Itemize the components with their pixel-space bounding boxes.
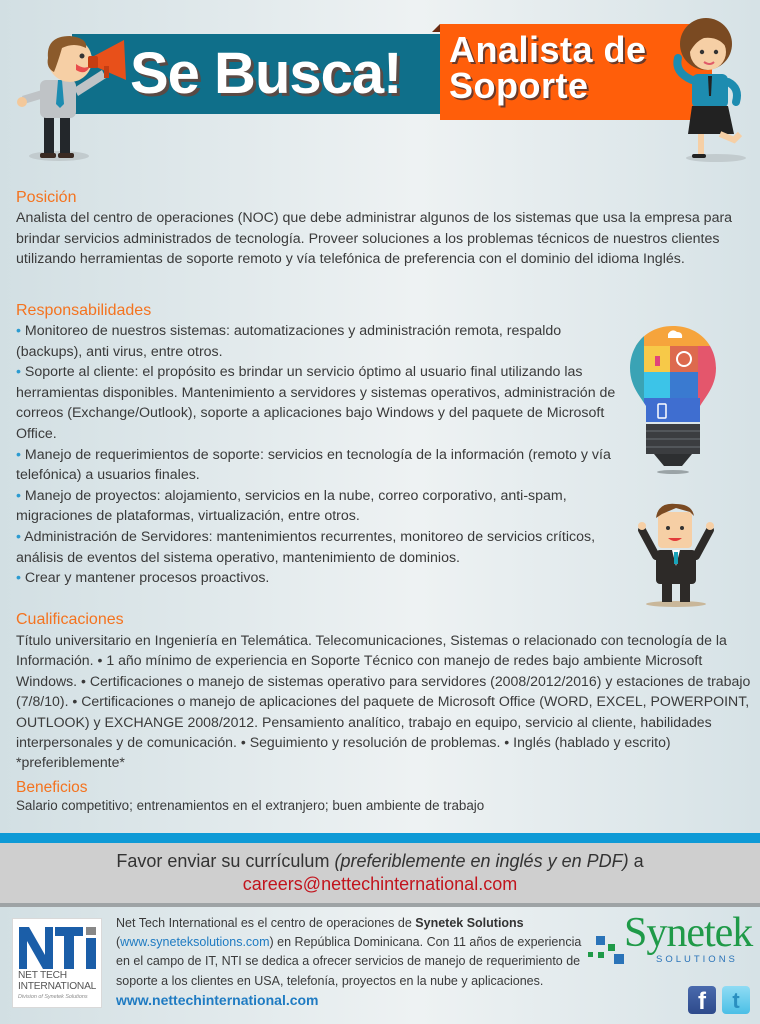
woman-illustration: [664, 16, 754, 164]
section-body: Salario competitivo; entrenamientos en el extranjero; buen ambiente de trabajo: [16, 798, 485, 813]
role-title-line2: Soporte: [449, 65, 589, 106]
synetek-url-link[interactable]: www.syneteksolutions.com: [120, 935, 270, 950]
list-item: • Soporte al cliente: el propósito es brindar un servicio óptimo al usuario final utilizando las herramientas disponibles. Mantenimiento a servidores y sistemas operativos, administración de correos (Exchange/Outlook), soporte a aplicaciones bajo Windows y del paquete de Microsoft Office.: [16, 364, 616, 442]
section-beneficios: [16, 779, 756, 815]
logo-square: [598, 952, 604, 958]
bullet-icon: •: [16, 446, 25, 463]
lightbulb-puzzle-icon: [628, 324, 718, 474]
nti-name: NET TECH INTERNATIONAL: [18, 970, 97, 992]
section-title: Responsabilidades: [16, 302, 152, 319]
section-body: Título universitario en Ingeniería en Telemática. Telecomunicaciones, Sistemas o relacionado con tecnología de la Información. • 1 año mínimo de experiencia en Soporte Técnico con manejo de redes bajo ambiente Microsoft Windows. • Certificaciones o manejo de sistemas operativo para servidores (2008/2012/2016) y estaciones de trabajo (7/8/10). • Certificaciones o manejo de aplicaciones del paquete de Microsoft Office (WORD, EXCEL, POWERPOINT, OUTLOOK) y EXCHANGE 2008/2012. Pensamiento analítico, trabajo en equipo, servicio al cliente, habilidades interpersonales y de comunicación. • Seguimiento y resolución de problemas. • Inglés (hablado y escrito) *preferiblemente*: [16, 632, 751, 771]
responsibility-list: [16, 321, 616, 589]
list-item: • Manejo de requerimientos de soporte: servicios en tecnología de la información (remoto y vía telefónica) a usuarios finales.: [16, 446, 611, 484]
man-with-megaphone-illustration: [14, 18, 134, 163]
bullet-icon: •: [16, 323, 25, 339]
section-responsabilidades: [16, 301, 616, 589]
company-description: Net Tech International es el centro de operaciones de Synetek Solutions (www.syneteksolutions.com) en República Dominicana. Con 11 años de experiencia en el campo de IT, NTI se dedica a ofrecer servicios de manejo de requerimiento de soporte a los clientes en USA, telefonía, proyectos en la nube y aplicaciones. www.nettechinternational.com: [116, 916, 582, 1008]
logo-square: [588, 952, 593, 957]
twitter-icon[interactable]: t: [722, 986, 750, 1014]
bullet-icon: •: [16, 570, 25, 587]
list-item: • Administración de Servidores: mantenimientos recurrentes, monitoreo de servicios críticos, análisis de eventos del sistema operativo, mantenimiento de dominios.: [16, 528, 596, 566]
apply-callout: [0, 843, 760, 907]
list-item: • Manejo de proyectos: alojamiento, servicios en la nube, correo corporativo, anti-spam, migraciones de plataformas, virtualización, entre otros.: [16, 487, 567, 525]
bullet-icon: •: [16, 528, 25, 545]
facebook-icon[interactable]: f: [688, 986, 716, 1014]
list-item: • Monitoreo de nuestros sistemas: automatizaciones y administración remota, respaldo (backups), anti virus, entre otros.: [16, 323, 562, 360]
apply-instructions: Favor enviar su currículum (preferiblemente en inglés y en PDF) a: [116, 851, 644, 871]
section-cualificaciones: [16, 610, 756, 773]
careers-email-link[interactable]: careers@nettechinternational.com: [242, 874, 518, 894]
role-title-line1: Analista de: [449, 29, 647, 70]
section-title: Cualificaciones: [16, 611, 124, 628]
divider: [0, 833, 760, 843]
synetek-wordmark: Synetek: [624, 910, 753, 956]
section-title: Beneficios: [16, 779, 88, 796]
section-body: Analista del centro de operaciones (NOC) que debe administrar algunos de los sistemas que usa la empresa para brindar servicios administrados de tecnología. Proveer soluciones a los problemas técnicos de nuestros clientes utilizando herramientas de soporte remoto y vía telefónica de preferencia con el dominio del idioma Inglés.: [16, 210, 733, 268]
nti-site-link[interactable]: www.nettechinternational.com: [116, 991, 319, 1008]
bullet-icon: •: [16, 364, 25, 381]
cheering-businessman-illustration: [636, 500, 716, 608]
headline-text: Se Busca!: [130, 41, 402, 106]
list-item: • Crear y mantener procesos proactivos.: [16, 570, 270, 587]
banner-fold: [432, 24, 440, 32]
section-posicion: [16, 188, 746, 270]
nti-logo: [12, 918, 102, 1008]
logo-square: [614, 954, 624, 964]
section-title: Posición: [16, 189, 77, 206]
bullet-icon: •: [16, 487, 25, 504]
nti-mark-icon: [19, 925, 97, 969]
logo-square: [596, 936, 605, 945]
nti-division: Division of Synetek Solutions: [18, 994, 88, 1000]
synetek-logo: [584, 910, 754, 974]
synetek-subtitle: SOLUTIONS: [656, 954, 738, 965]
logo-square: [608, 944, 615, 951]
company-name: Synetek Solutions: [415, 916, 524, 930]
